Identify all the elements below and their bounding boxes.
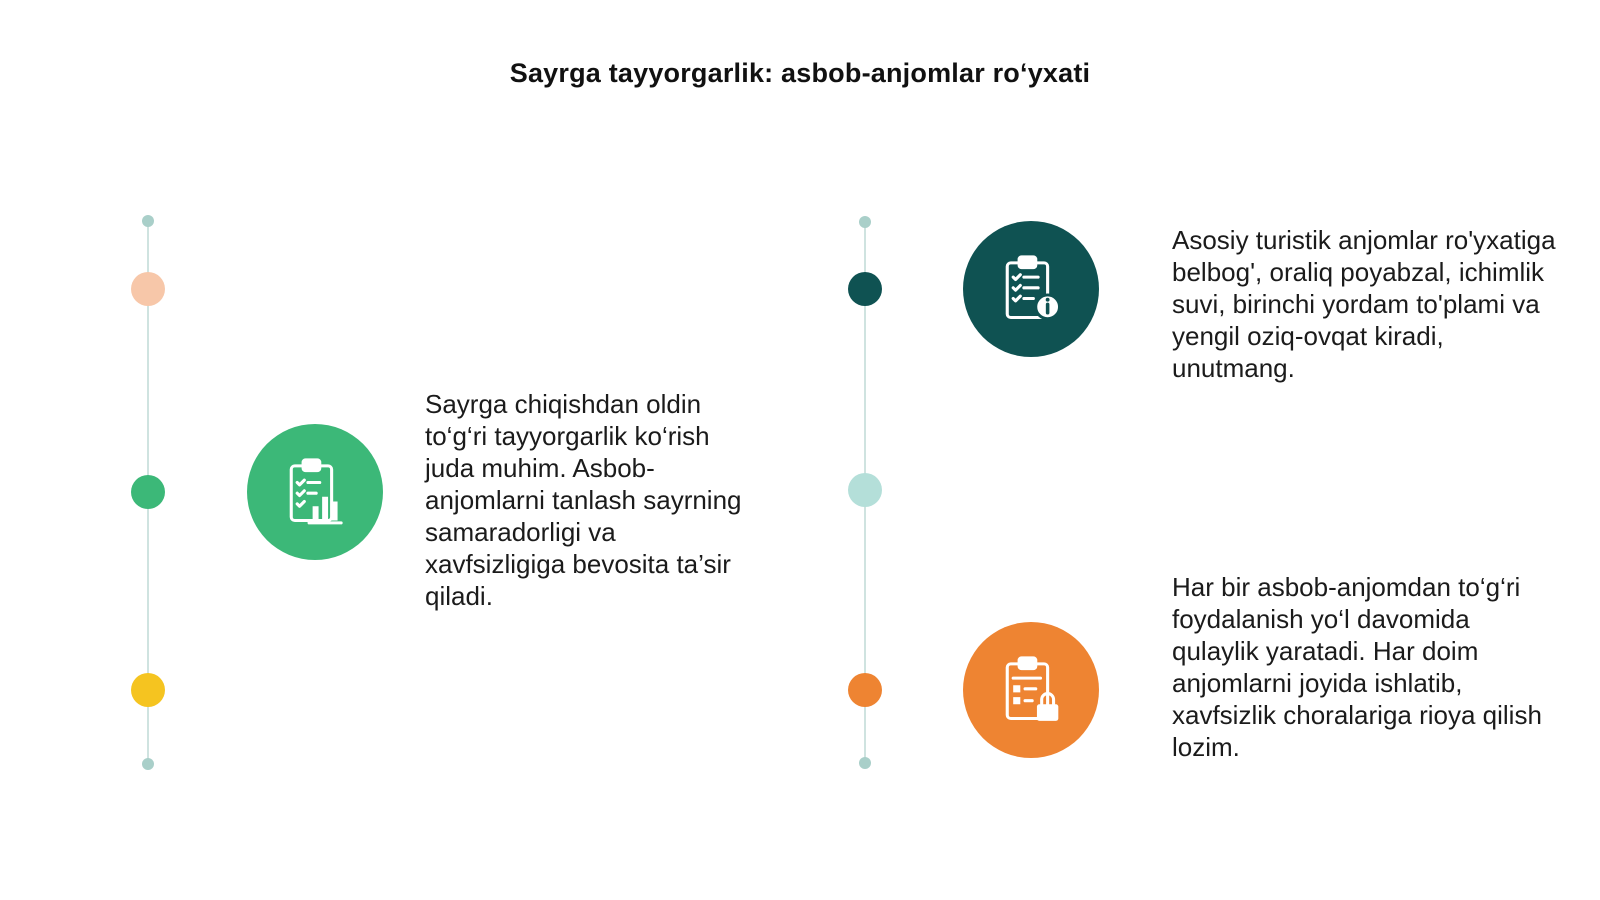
left-marker-peach (131, 272, 165, 306)
right-marker-dark-teal (848, 272, 882, 306)
left-marker-green (131, 475, 165, 509)
right-marker-orange (848, 673, 882, 707)
right-item-1-text: Asosiy turistik anjomlar ro'yxatiga belbog', oraliq poyabzal, ichimlik suvi, birinchi yordam to'plami va yengil oziq-ovqat kiradi, unutmang. (1172, 225, 1556, 383)
right-item-2-text: Har bir asbob-anjomdan to‘g‘ri foydalanish yo‘l davomida qulaylik yaratadi. Har doim anjomlarni joyida ishlatib, xavfsizlik choralariga rioya qilish lozim. (1172, 572, 1542, 762)
right-timeline-bottom-end (859, 757, 871, 769)
clipboard-info-icon (993, 251, 1069, 327)
clipboard-lock-badge (963, 622, 1099, 758)
left-marker-yellow (131, 673, 165, 707)
clipboard-chart-badge (247, 424, 383, 560)
clipboard-info-badge (963, 221, 1099, 357)
left-timeline-top-end (142, 215, 154, 227)
clipboard-lock-icon (993, 652, 1069, 728)
left-item-text: Sayrga chiqishdan oldin to‘g‘ri tayyorgarlik ko‘rish juda muhim. Asbob-anjomlarni tanlash sayrning samaradorligi va xavfsizligiga bevosita ta’sir qiladi. (425, 389, 742, 611)
page-title: Sayrga tayyorgarlik: asbob-anjomlar ro‘yxati (509, 58, 1091, 89)
right-marker-light-teal (848, 473, 882, 507)
clipboard-chart-icon (277, 454, 353, 530)
right-timeline-top-end (859, 216, 871, 228)
left-timeline-bottom-end (142, 758, 154, 770)
